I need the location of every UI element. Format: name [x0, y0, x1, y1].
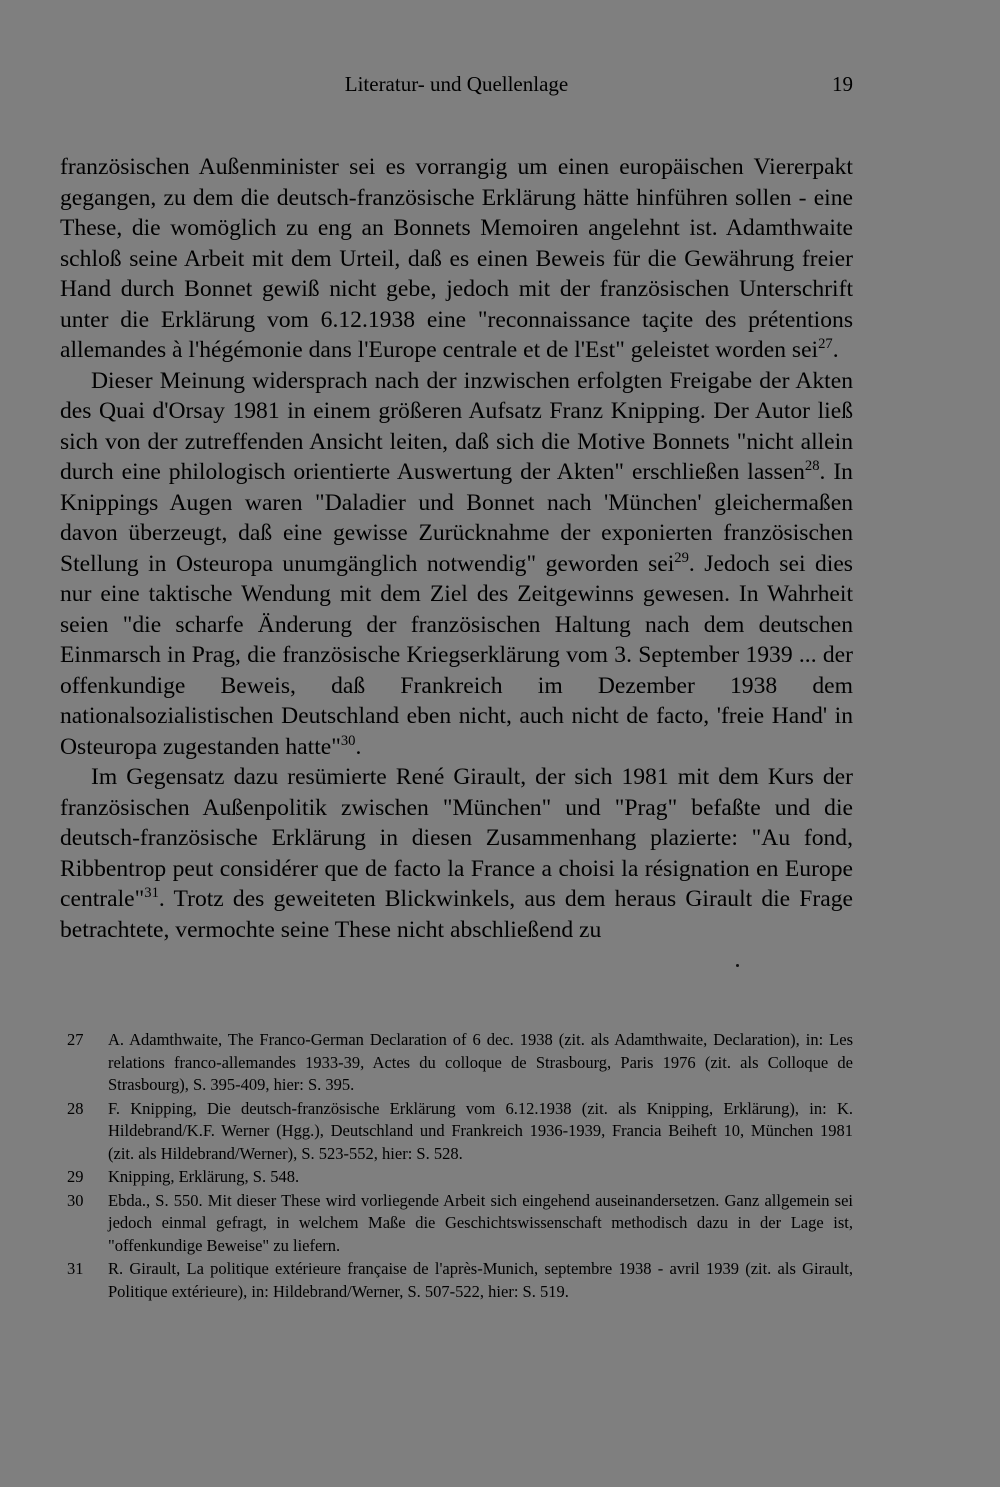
paragraph-1 — [60, 152, 853, 366]
footnote-text: Knipping, Erklärung, S. 548. — [108, 1167, 300, 1186]
paragraph-text: . In Knippings Augen waren "Daladier und Bonnet nach 'München' gleichermaßen davon überzeugt, daß eine gewisse Zurücknahme der exponierten französischen Stellung in Osteuropa unumgänglich notwendig" geworden sei — [60, 459, 853, 577]
footnote-text: A. Adamthwaite, The Franco-German Declaration of 6 dec. 1938 (zit. als Adamthwaite, Declaration), in: Les relations franco-allemandes 1933-39, Actes du colloque de Strasbourg, Paris 1976 (zit. als Colloque de Strasbourg), S. 395-409, hier: S. 395. — [108, 1030, 853, 1094]
footnote-28 — [60, 1098, 853, 1166]
footnote-text: F. Knipping, Die deutsch-französische Erklärung vom 6.12.1938 (zit. als Knipping, Erklärung), in: K. Hildebrand/K.F. Werner (Hgg.), Deutschland und Frankreich 1936-1939, Francia Beiheft 10, München 1981 (zit. als Hildebrand/Werner), S. 523-552, hier: S. 528. — [108, 1098, 853, 1163]
paragraph-text: Dieser Meinung widersprach nach der inzwischen erfolgten Freigabe der Akten des Quai d'Orsay 1981 in einem größeren Aufsatz Franz Knipping. Der Autor ließ sich von der zutreffenden Ansicht leiten, daß sich die Motive Bonnets "nicht allein durch eine philologisch orientierte Auswertung der Akten" erschließen lassen — [60, 367, 853, 485]
footnote-number: 29 — [67, 1167, 84, 1186]
running-title: Literatur- und Quellenlage — [344, 72, 569, 96]
footnote-text: Ebda., S. 550. Mit dieser These wird vorliegende Arbeit sich eingehend auseinandersetzen. Ganz allgemein sei jedoch einmal gefragt, in welchem Maße die Geschichtswissenschaft methodisch dazu in der Lage ist, "offenkundige Beweise" zu liefern. — [108, 1190, 853, 1255]
footnote-ref-27: 27 — [818, 336, 833, 353]
page-number: 19 — [832, 72, 853, 96]
paragraph-text: . — [355, 733, 362, 760]
footnote-text: R. Girault, La politique extérieure française de l'après-Munich, septembre 1938 - avril 1939 (zit. als Girault, Politique extérieure), in: Hildebrand/Werner, S. 507-522, hier: S. 519. — [108, 1259, 853, 1301]
footnote-29 — [60, 1166, 853, 1189]
footnote-27 — [60, 1029, 853, 1097]
footnote-number: 30 — [67, 1190, 84, 1210]
footnote-ref-31: 31 — [144, 885, 159, 902]
page-header — [60, 66, 853, 102]
body-text — [60, 152, 853, 945]
footnote-31 — [60, 1258, 853, 1303]
footnote-number: 28 — [67, 1098, 84, 1118]
footnote-number: 27 — [67, 1030, 84, 1049]
paragraph-text: französischen Außenminister sei es vorrangig um einen europäischen Viererpakt gegangen, zu dem die deutsch-französische Erklärung hätte hinführen sollen - eine These, die womöglich zu eng an Bonnets Memoiren angelehnt ist. Adamthwaite schloß seine Arbeit mit dem Urteil, daß es einen Beweis für die Gewährung freier Hand durch Bonnet gewiß nicht gebe, jedoch mit der französischen Unterschrift unter die Erklärung vom 6.12.1938 eine "reconnaissance taçite des prétentions allemandes à l'hégémonie dans l'Europe centrale et de l'Est" geleistet worden sei — [60, 154, 853, 363]
paragraph-text: Im Gegensatz dazu resümierte René Girault, der sich 1981 mit dem Kurs der französischen Außenpolitik zwischen "München" und "Prag" befaßte und die deutsch-französische Erklärung in diesen Zusammenhang plazierte: "Au fond, Ribbentrop peut considérer que de facto la France a choisi la résignation en Europe centrale" — [60, 764, 853, 912]
paragraph-text: . Trotz des geweiteten Blickwinkels, aus dem heraus Girault die Frage betrachtete, vermochte seine These nicht abschließend zu — [60, 886, 853, 943]
stray-dot — [736, 964, 739, 967]
footnote-number: 31 — [67, 1259, 84, 1278]
footnote-ref-30: 30 — [340, 732, 356, 749]
paragraph-text: . — [832, 337, 839, 363]
footnotes — [60, 1029, 853, 1304]
paragraph-2 — [60, 366, 853, 763]
footnote-30 — [60, 1190, 853, 1258]
footnote-ref-28: 28 — [804, 458, 820, 475]
paragraph-text: . Jedoch sei dies nur eine taktische Wendung mit dem Ziel des Zeitgewinns gewesen. In Wahrheit seien "die scharfe Änderung der französischen Haltung nach dem deutschen Einmarsch in Prag, die französische Kriegserklärung vom 3. September 1939 ... der offenkundige Beweis, daß Frankreich im Dezember 1938 dem nationalsozialistischen Deutschland eben nicht, auch nicht de facto, 'freie Hand' in Osteuropa zugestanden hatte" — [60, 550, 853, 760]
paragraph-3 — [60, 762, 853, 945]
footnote-ref-29: 29 — [674, 549, 689, 566]
